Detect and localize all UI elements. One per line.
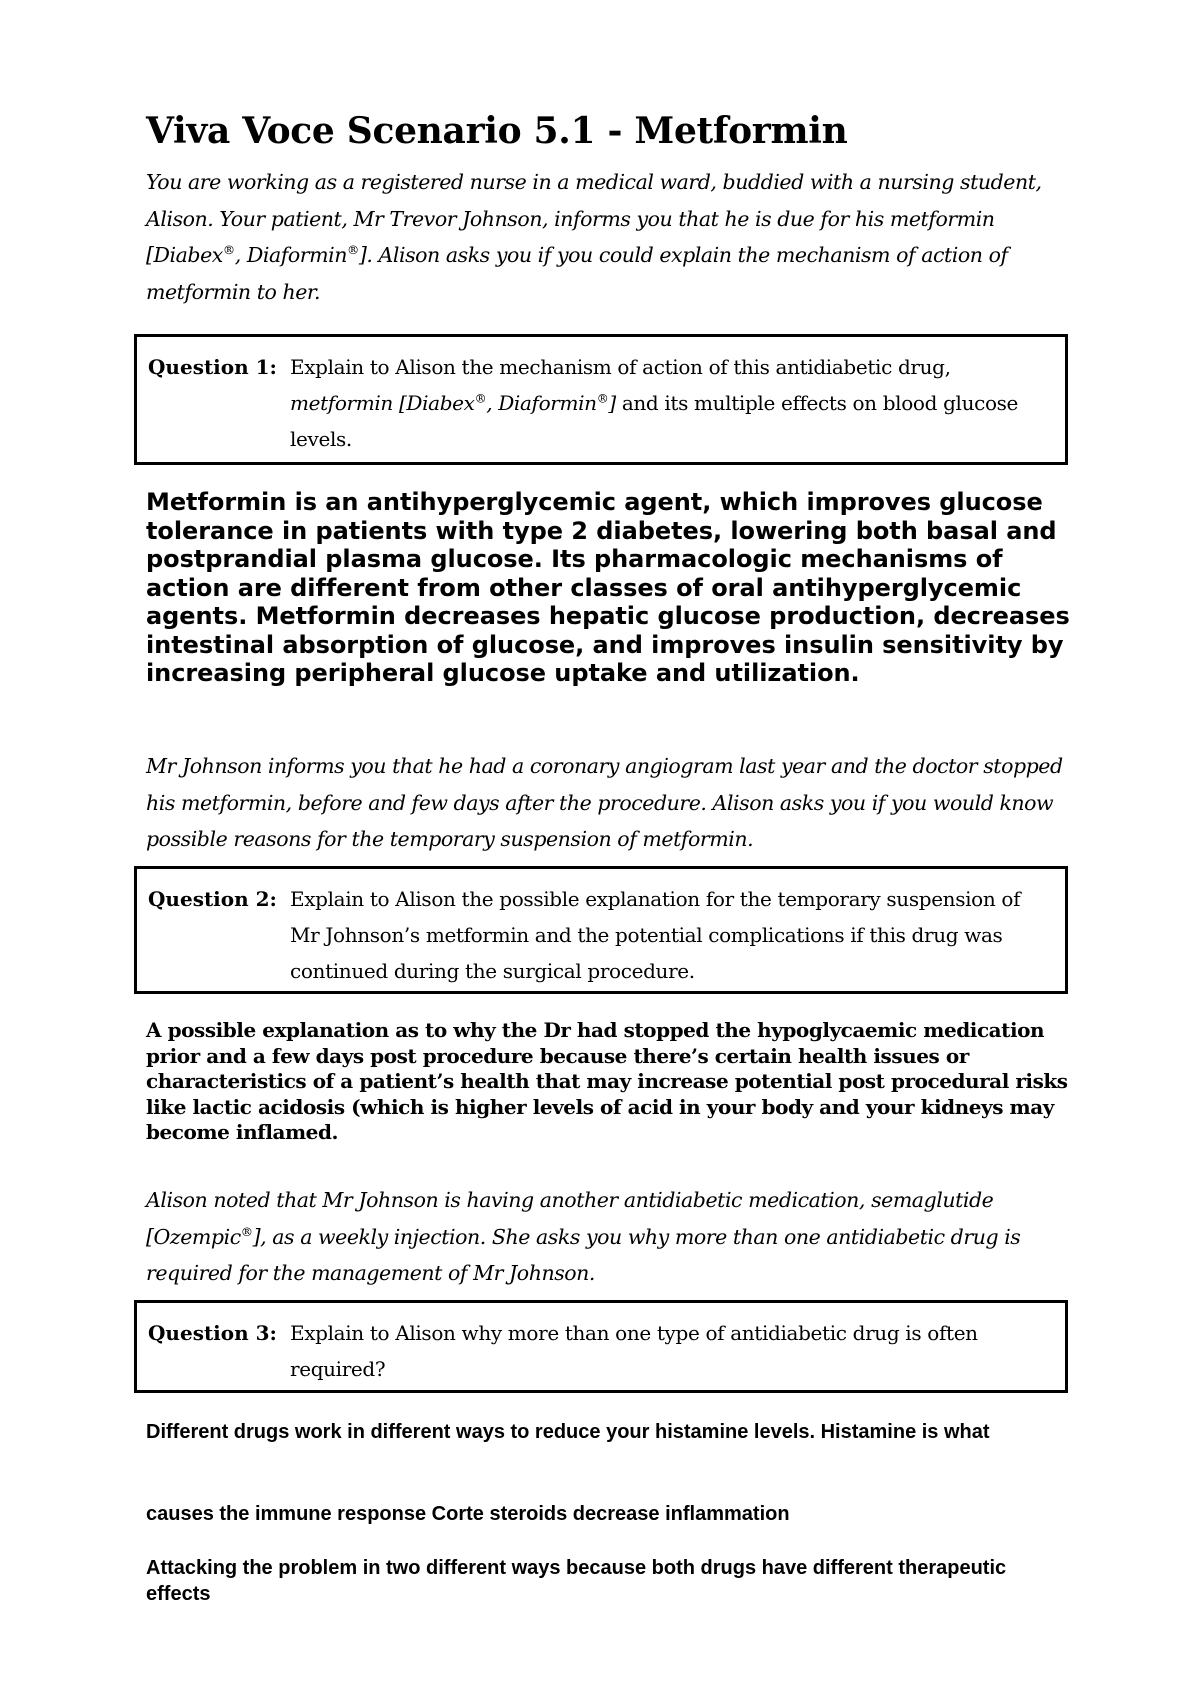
question-1-box [134, 334, 1068, 465]
answer-3-paragraph-2: causes the immune response Corte steroids decrease inflammation [146, 1503, 790, 1525]
page-title: Viva Voce Scenario 5.1 - Metformin [146, 110, 848, 152]
question-3-box [134, 1300, 1068, 1393]
question-1-label: Question 1: [148, 355, 277, 379]
answer-3-paragraph-3: Attacking the problem in two different ways because both drugs have different therapeutic effects [146, 1557, 1007, 1605]
answer-3-paragraph-1: Different drugs work in different ways to reduce your histamine levels. Histamine is what [146, 1421, 990, 1443]
question-1-text: Explain to Alison the mechanism of action of this antidiabetic drug, metformin [Diabex®, Diaformin®] and its multiple effects on blood glucose levels. [290, 355, 1019, 451]
scenario-3-text: Alison noted that Mr Johnson is having another antidiabetic medication, semaglutide [Ozempic®], as a weekly injection. She asks you why more than one antidiabetic drug is required for the management of Mr Johnson. [146, 1188, 1021, 1285]
scenario-2-text: Mr Johnson informs you that he had a coronary angiogram last year and the doctor stopped his metformin, before and few days after the procedure. Alison asks you if you would know possible reasons for the temporary suspension of metformin. [146, 754, 1063, 851]
answer-1-text: Metformin is an antihyperglycemic agent, which improves glucose tolerance in patients with type 2 diabetes, lowering both basal and postprandial plasma glucose. Its pharmacologic mechanisms of action are different from other classes of oral antihyperglycemic agents. Metformin decreases hepatic glucose production, decreases intestinal absorption of glucose, and improves insulin sensitivity by increasing peripheral glucose uptake and utilization. [146, 488, 1070, 687]
scenario-1-text: You are working as a registered nurse in a medical ward, buddied with a nursing student, Alison. Your patient, Mr Trevor Johnson, informs you that he is due for his metformin [Diabex®, Diaformin®]. Alison asks you if you could explain the mechanism of action of metformin to her. [146, 170, 1042, 304]
question-3-label: Question 3: [148, 1321, 277, 1345]
question-2-box [134, 866, 1068, 994]
question-2-label: Question 2: [148, 887, 277, 911]
question-3-text: Explain to Alison why more than one type of antidiabetic drug is often required? [290, 1321, 978, 1381]
answer-2-text: A possible explanation as to why the Dr had stopped the hypoglycaemic medication prior and a few days post procedure because there’s certain health issues or characteristics of a patient’s health that may increase potential post procedural risks like lactic acidosis (which is higher levels of acid in your body and your kidneys may become inflamed. [146, 1018, 1068, 1144]
question-2-text: Explain to Alison the possible explanation for the temporary suspension of Mr Johnson’s metformin and the potential complications if this drug was continued during the surgical procedure. [290, 887, 1021, 983]
